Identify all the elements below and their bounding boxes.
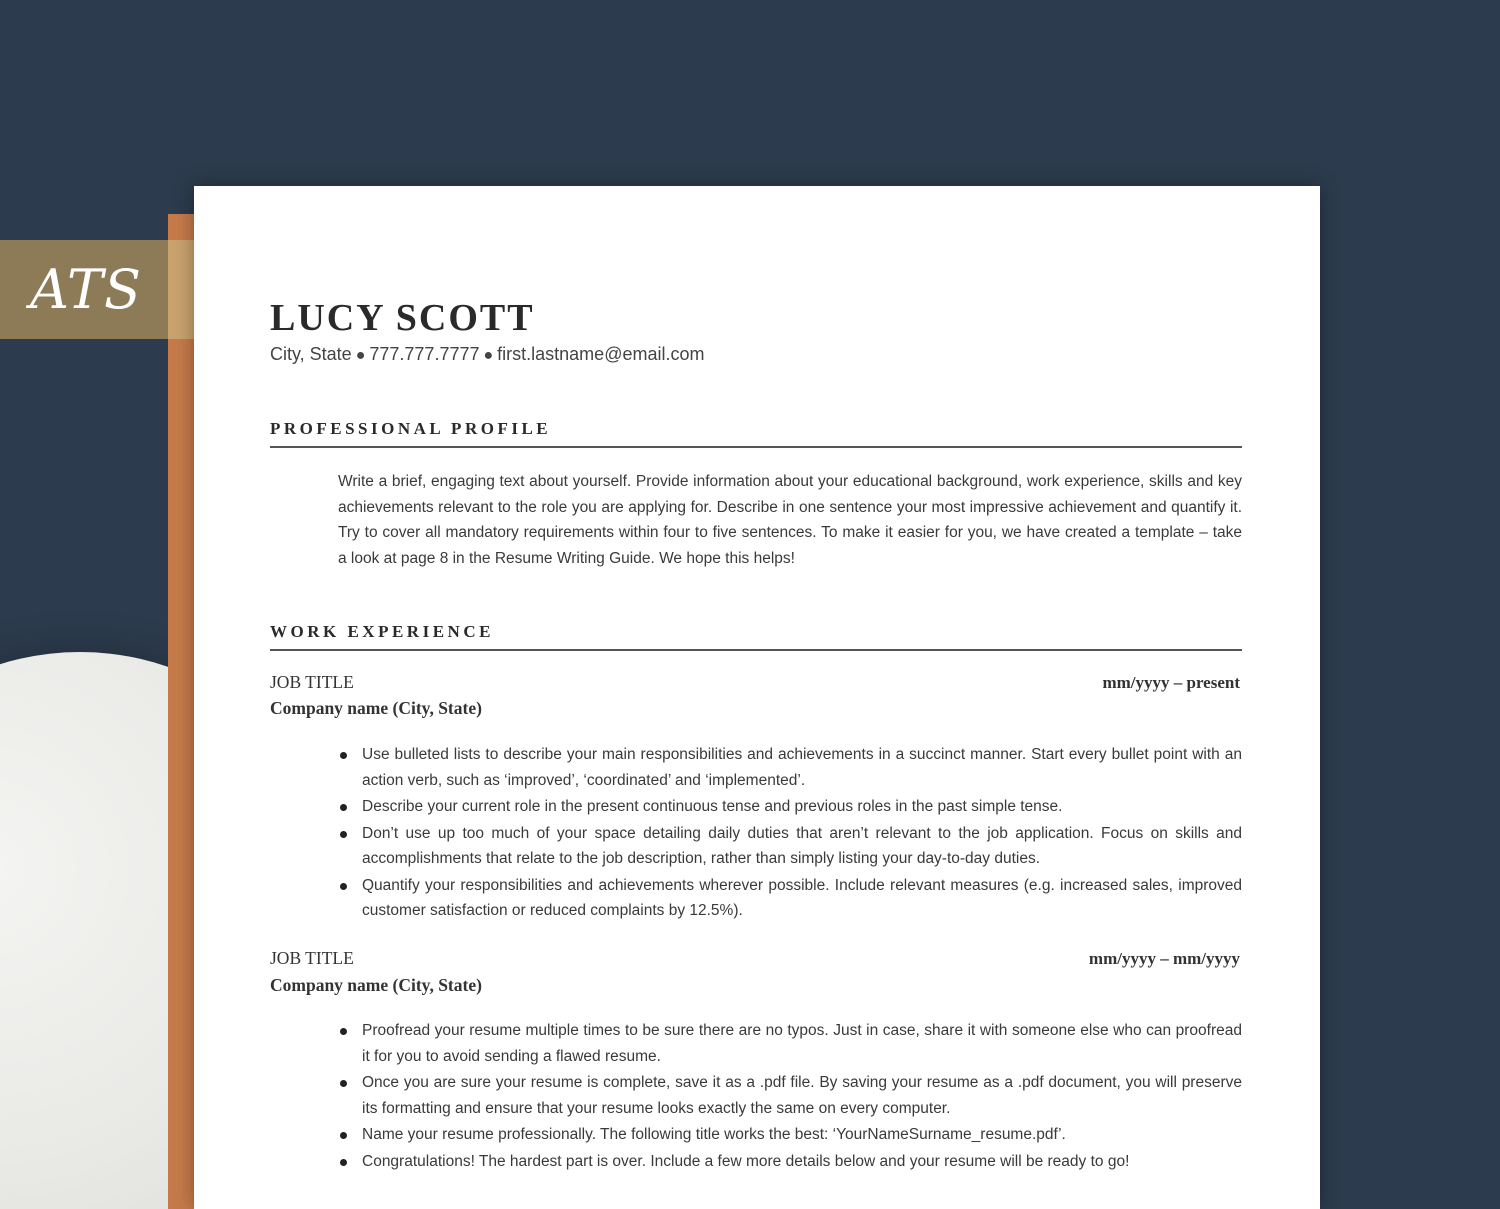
list-item: Once you are sure your resume is complete, save it as a .pdf file. By saving your resume as a .pdf document, you will preserve its formatting and ensure that your resume looks exactly the same on every computer.	[362, 1070, 1242, 1121]
job-bullet-list	[362, 1018, 1242, 1175]
job-header	[270, 948, 1242, 972]
job-dates: mm/yyyy – present	[1102, 673, 1240, 692]
list-item: Don’t use up too much of your space detailing daily duties that aren’t relevant to the job application. Focus on skills and accomplishments that relate to the job description, rather than simply listing your day-to-day duties.	[362, 821, 1242, 872]
ats-badge-label: ATS	[29, 258, 143, 321]
job-company: Company name (City, State)	[270, 975, 482, 995]
separator-dot-icon: ●	[483, 347, 494, 364]
job-header	[270, 672, 1242, 696]
contact-email: first.lastname@email.com	[497, 344, 705, 364]
list-item: Describe your current role in the present continuous tense and previous roles in the past simple tense.	[362, 794, 1242, 820]
job-title: JOB TITLE	[270, 948, 354, 968]
contact-line	[270, 344, 704, 365]
list-item: Congratulations! The hardest part is over. Include a few more details below and your resume will be ready to go!	[362, 1149, 1242, 1175]
ats-badge-tab	[168, 240, 194, 339]
list-item: Proofread your resume multiple times to be sure there are no typos. Just in case, share it with someone else who can proofread it for you to avoid sending a flawed resume.	[362, 1018, 1242, 1069]
profile-paragraph: Write a brief, engaging text about yourself. Provide information about your educational background, work experience, skills and key achievements relevant to the role you are applying for. Describe in one sentence your most impressive achievement and quantify it. Try to cover all mandatory requirements within four to five sentences. To make it easier for you, we have created a template – take a look at page 8 in the Resume Writing Guide. We hope this helps!	[338, 473, 1242, 567]
contact-location: City, State	[270, 344, 352, 364]
list-item: Use bulleted lists to describe your main responsibilities and achievements in a succinct manner. Start every bullet point with an action verb, such as ‘improved’, ‘coordinated’ and ‘implemented’.	[362, 742, 1242, 793]
accent-strip	[168, 214, 194, 1209]
job-dates: mm/yyyy – mm/yyyy	[1088, 949, 1240, 968]
separator-dot-icon: ●	[355, 347, 366, 364]
job-title: JOB TITLE	[270, 672, 354, 692]
section-heading-experience: WORK EXPERIENCE	[270, 622, 1242, 651]
resume-name: LUCY SCOTT	[270, 297, 535, 339]
contact-phone: 777.777.7777	[369, 344, 480, 364]
list-item: Quantify your responsibilities and achievements wherever possible. Include relevant measures (e.g. increased sales, improved customer satisfaction or reduced complaints by 12.5%).	[362, 873, 1242, 924]
job-bullet-list	[362, 742, 1242, 925]
section-heading-profile: PROFESSIONAL PROFILE	[270, 419, 1242, 448]
job-company: Company name (City, State)	[270, 698, 482, 718]
list-item: Name your resume professionally. The following title works the best: ‘YourNameSurname_resume.pdf’.	[362, 1122, 1242, 1148]
resume-page	[194, 186, 1320, 1209]
ats-badge	[0, 240, 168, 339]
